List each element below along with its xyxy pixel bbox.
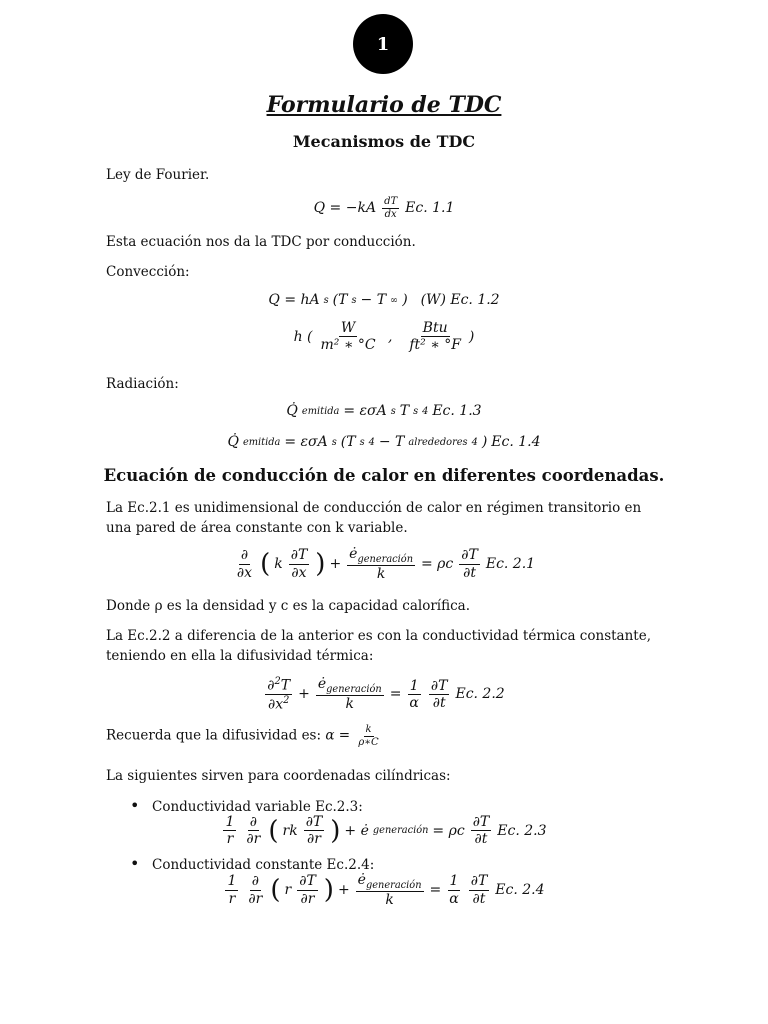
unit-si-den: m² ∗ °C <box>320 337 376 354</box>
equation-tag: Ec. 2.4 <box>495 882 545 899</box>
diffusivity-text: Recuerda que la difusividad es: α = $\frac{k}{\rho∗C}$ <box>106 724 379 748</box>
fourier-label: Ley de Fourier. <box>106 167 210 183</box>
convection-units: h ( $\frac{W}{\text{m² ∗ °C}}$ , $\frac{\text{Btu}}{\text{ft² ∗ °F}}$ ) <box>293 320 475 354</box>
equation-tag: Ec. 1.1 <box>405 200 455 216</box>
density-text: Donde ρ es la densidad y c es la capacidad calorífica. <box>106 598 471 614</box>
equation-2-1: $\frac{\partial}{\partial x}$ ( k $\frac{\partial T}{\partial x}$ ) + $\frac{ė_{generación}}{k}$ = ρc $\frac{\partial T}{\partial t}$ Ec. 2.1 <box>236 546 536 583</box>
equation-2-3: $\frac{1}{r}$ $\frac{\partial}{\partial r}$ ( rk $\frac{\partial T}{\partial r}$ ) + ė generación = ρc $\frac{\partial T}{\partial t}$ Ec. 2.3 <box>225 814 547 848</box>
conduction-text: Esta ecuación nos da la TDC por conducción. <box>106 234 416 250</box>
equation-2-2: $\frac{\partial^2T}{\partial x^2}$ + $\frac{ė_{generación}}{k}$ = $\frac{1}{\alpha}$ $\frac{\partial T}{\partial t}$ Ec. 2.2 <box>267 676 505 713</box>
cylindrical-intro: La siguientes sirven para coordenadas cilíndricas: <box>106 768 451 784</box>
equation-1-1: Q = −kA $\frac{dT}{dx}$ Ec. 1.1 <box>313 196 455 220</box>
equation-tag: Ec. 2.2 <box>455 686 505 703</box>
equation-1-3: Q̇ emitida = εσA s T s 4 Ec. 1.3 <box>286 403 482 419</box>
page-number-badge <box>353 14 413 74</box>
unit-en-den: ft² ∗ °F <box>409 337 461 354</box>
equation-tag: Ec. 2.3 <box>497 822 547 839</box>
unit-btu: Btu <box>422 320 448 336</box>
paragraph-eq-2-1: La Ec.2.1 es unidimensional de conducción de calor en régimen transitorio en una pared de área constante con k variable. <box>106 500 642 536</box>
unit-w: W <box>340 320 356 336</box>
bullet-label-constant: Conductividad constante Ec.2.4: <box>152 857 375 873</box>
equation-tag: Ec. 1.4 <box>491 434 541 450</box>
paragraph-eq-2-2-line1: La Ec.2.2 a diferencia de la anterior es con la conductividad térmica constante, <box>106 628 651 644</box>
equation-tag: (W) Ec. 1.2 <box>420 292 500 308</box>
bullet-label-variable: Conductividad variable Ec.2.3: <box>152 799 363 815</box>
document-title: Formulario de TDC <box>266 92 502 118</box>
equation-2-4: $\frac{1}{r}$ $\frac{\partial}{\partial r}$ ( r $\frac{\partial T}{\partial r}$ ) + $\frac{ė_{generación}}{k}$ = $\frac{1}{\alpha}$ $\frac{\partial T}{\partial t}$ Ec. 2.4 <box>227 872 545 909</box>
page-number: 1 <box>376 33 390 55</box>
radiation-label: Radiación: <box>106 376 179 392</box>
equation-tag: Ec. 1.3 <box>432 403 482 419</box>
bullet-icon: • <box>130 796 140 815</box>
equation-1-2: Q = hA s (T s − T ∞ ) (W) Ec. 1.2 <box>268 292 500 308</box>
section-heading-mechanisms: Mecanismos de TDC <box>292 132 476 151</box>
convection-label: Convección: <box>106 264 190 280</box>
equation-1-4: Q̇ emitida = εσA s (T s 4 − T alrededores 4 ) Ec. 1.4 <box>227 434 541 450</box>
paragraph-eq-2-2-line2: teniendo en ella la difusividad térmica: <box>106 648 374 664</box>
diffusivity-label: Recuerda que la difusividad es: <box>106 727 322 744</box>
bullet-icon: • <box>130 854 140 873</box>
section-heading-coordinates: Ecuación de conducción de calor en diferentes coordenadas. <box>103 466 665 485</box>
equation-tag: Ec. 2.1 <box>485 556 536 573</box>
